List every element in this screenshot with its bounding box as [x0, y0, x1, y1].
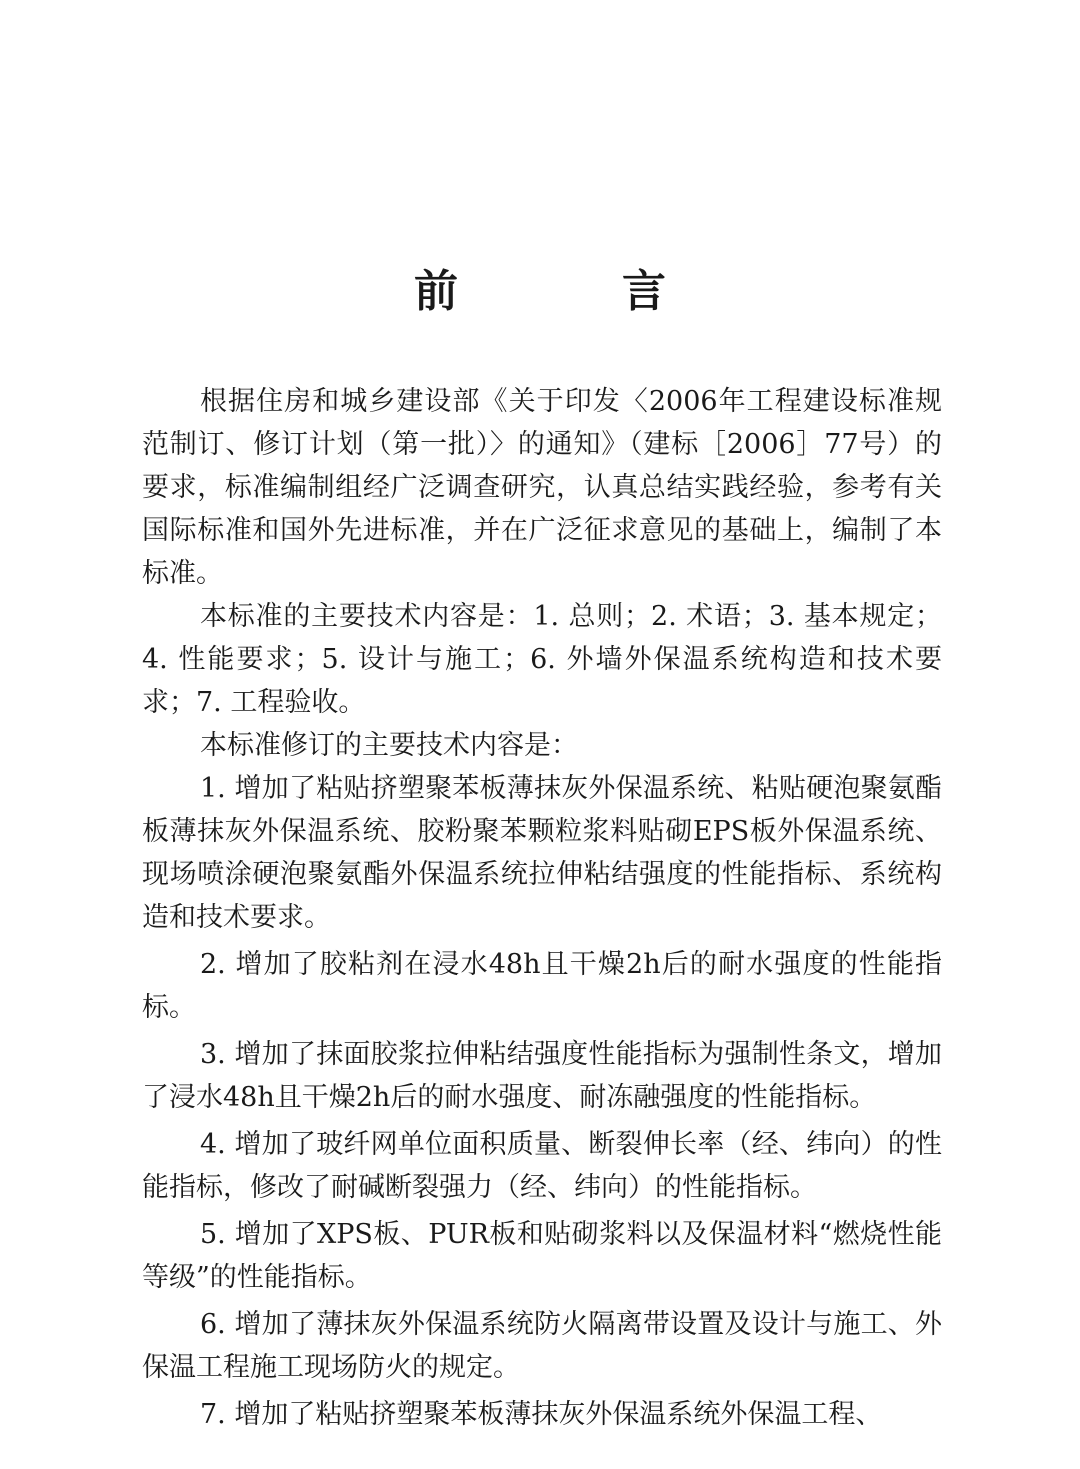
paragraph-revision-2: 2. 增加了胶粘剂在浸水48h且干燥2h后的耐水强度的性能指标。 [142, 949, 942, 1023]
paragraph-revision-3: 3. 增加了抹面胶浆拉伸粘结强度性能指标为强制性条文，增加了浸水48h且干燥2h后的耐水强度、耐冻融强度的性能指标。 [142, 1039, 942, 1113]
paragraph-main-contents: 本标准的主要技术内容是：1. 总则；2. 术语；3. 基本规定；4. 性能要求；5. 设计与施工；6. 外墙外保温系统构造和技术要求；7. 工程验收。 [142, 601, 942, 718]
body-text [142, 380, 942, 1436]
page-title: 前 言 [414, 266, 726, 317]
paragraph-intro: 根据住房和城乡建设部《关于印发〈2006年工程建设标准规范制订、修订计划（第一批）〉的通知》（建标［2006］77号）的要求，标准编制组经广泛调查研究，认真总结实践经验，参考有关国际标准和国外先进标准，并在广泛征求意见的基础上，编制了本标准。 [142, 386, 942, 589]
paragraph-revision-6: 6. 增加了薄抹灰外保温系统防火隔离带设置及设计与施工、外保温工程施工现场防火的规定。 [142, 1309, 942, 1383]
paragraph-revision-7: 7. 增加了粘贴挤塑聚苯板薄抹灰外保温系统外保温工程、 [200, 1399, 883, 1430]
paragraph-revision-5: 5. 增加了XPS板、PUR板和贴砌浆料以及保温材料“燃烧性能等级”的性能指标。 [142, 1219, 942, 1293]
paragraph-revision-1: 1. 增加了粘贴挤塑聚苯板薄抹灰外保温系统、粘贴硬泡聚氨酯板薄抹灰外保温系统、胶粉聚苯颗粒浆料贴砌EPS板外保温系统、现场喷涂硬泡聚氨酯外保温系统拉伸粘结强度的性能指标、系统构造和技术要求。 [142, 773, 942, 933]
paragraph-revision-4: 4. 增加了玻纤网单位面积质量、断裂伸长率（经、纬向）的性能指标，修改了耐碱断裂强力（经、纬向）的性能指标。 [142, 1129, 942, 1203]
paragraph-revision-heading: 本标准修订的主要技术内容是： [200, 730, 578, 761]
